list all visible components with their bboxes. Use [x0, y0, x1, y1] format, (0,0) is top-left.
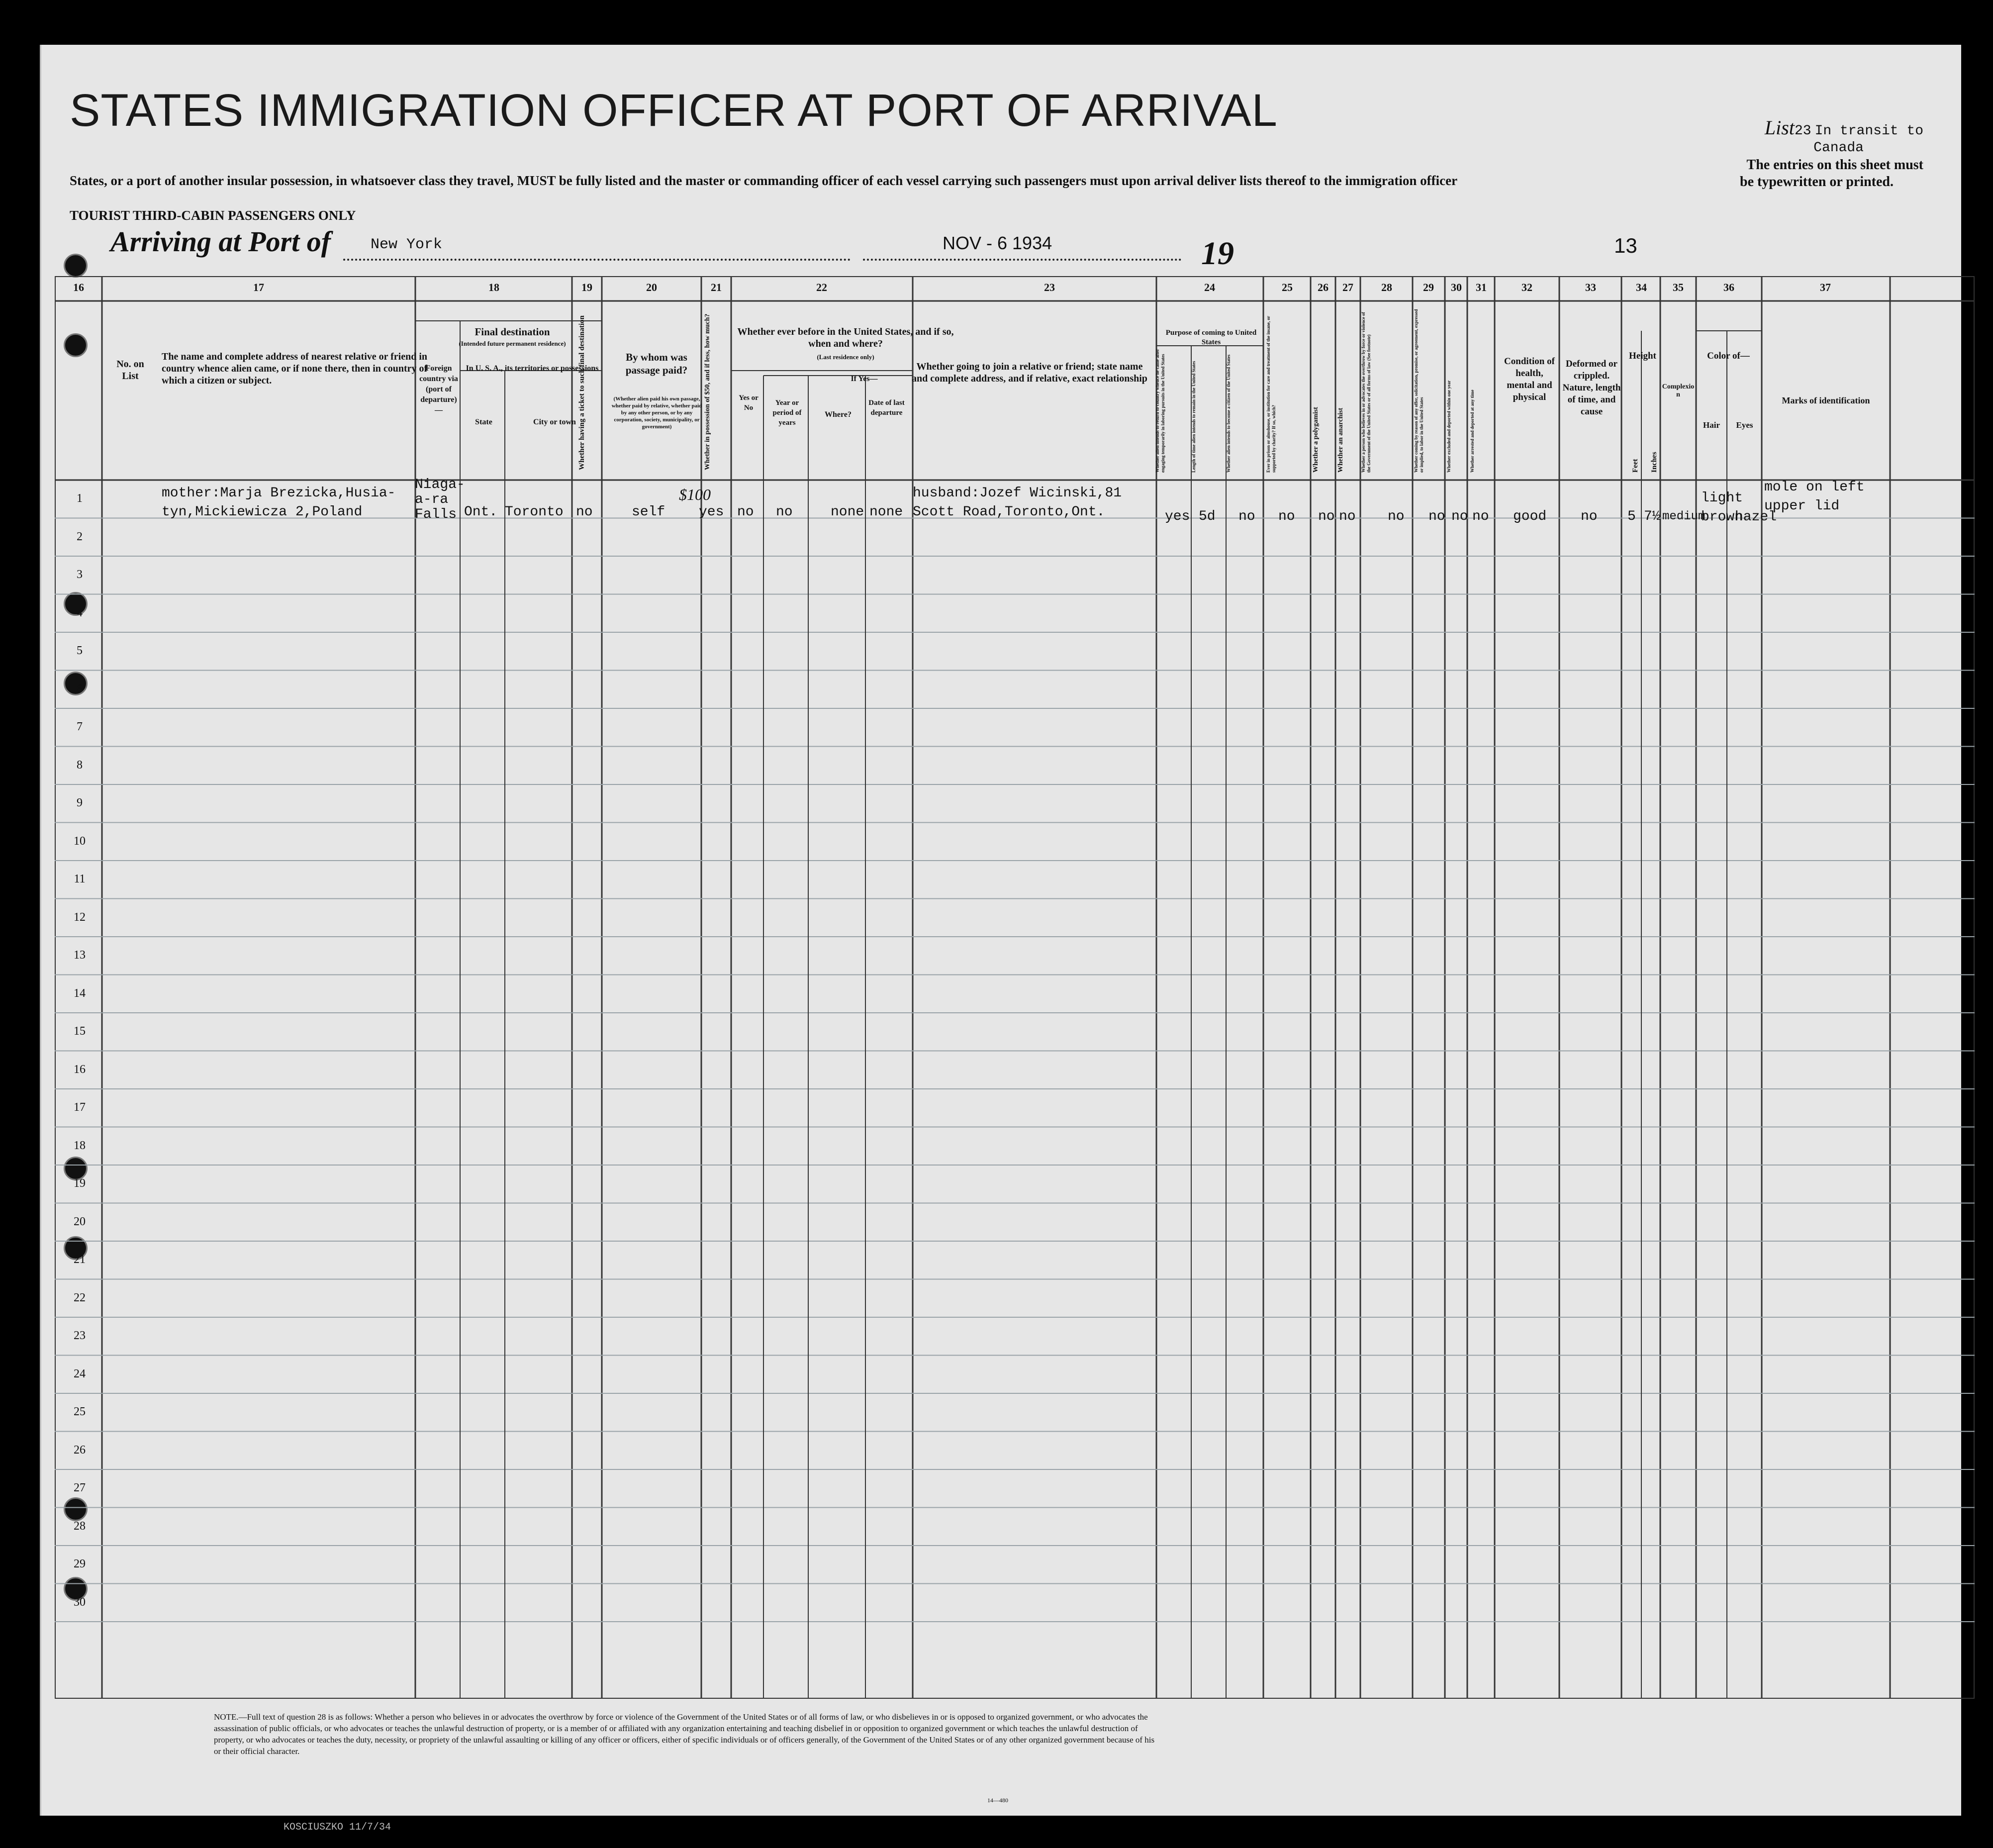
col21-header: Whether in possession of $50, and if less, how much? — [704, 313, 711, 470]
column-number: 34 — [1636, 281, 1647, 293]
row-number: 22 — [74, 1291, 86, 1304]
col36-title: Color of— — [1707, 351, 1750, 361]
col22-title: Whether ever before in the United States, and if so, when and where? — [737, 326, 954, 349]
col35-header: Complexion — [1662, 383, 1695, 398]
entry-inches: 7½ — [1644, 509, 1661, 524]
entry-paid-by: self — [632, 504, 665, 520]
column-number: 35 — [1673, 281, 1684, 293]
row-number: 13 — [74, 949, 86, 962]
entry-complexion: medium — [1662, 510, 1706, 523]
row-number: 9 — [77, 796, 83, 809]
col17-header: The name and complete address of nearest relative or friend in country whence alien came, or if none there, then in country of which a citizen or subject. — [162, 351, 428, 386]
row-number: 15 — [74, 1025, 86, 1038]
entry-citizen-intent: no — [1238, 509, 1255, 524]
typewritten-note-2: be typewritten or printed. — [1740, 174, 1894, 190]
col37-header: Marks of identification — [1782, 395, 1870, 405]
column-number: 29 — [1423, 281, 1434, 293]
list-label: List — [1764, 116, 1795, 139]
row-number: 27 — [74, 1481, 86, 1494]
col28-header: Whether a person who believes in or advocates the overthrow by force or violence of the Government of the United States or of all forms of law (See footnote) — [1361, 312, 1371, 473]
row-number: 30 — [74, 1595, 86, 1609]
entry-foreign-port — [415, 478, 465, 522]
entry-state: Ont. — [464, 504, 498, 520]
row-number: 3 — [77, 568, 83, 581]
row-number: 14 — [74, 986, 86, 1000]
col31-header: Whether arrested and deported at any time — [1470, 389, 1475, 473]
ship-stamp: KOSCIUSZKO 11/7/34 — [284, 1822, 391, 1833]
arrival-date: NOV - 6 1934 — [943, 233, 1052, 253]
row-number: 11 — [74, 873, 86, 885]
entry-marks-line2: upper lid — [1764, 498, 1840, 514]
arriving-label: Arriving at Port of — [110, 225, 331, 258]
col29-header: Whether coming by reason of any offer, solicitation, promise, or agreement, expressed or implied, to labor in the United States — [1414, 309, 1424, 473]
row-number: 10 — [74, 834, 86, 848]
row-number: 21 — [74, 1253, 86, 1266]
page-title: STATES IMMIGRATION OFFICER AT PORT OF ARRIVAL — [70, 85, 1278, 136]
list-number: 23 — [1794, 123, 1811, 139]
page-number: 13 — [1614, 234, 1637, 257]
port-underline — [343, 259, 851, 261]
column-number: 26 — [1318, 281, 1329, 293]
row-number: 18 — [74, 1139, 86, 1152]
col18-title: Final destination — [475, 326, 550, 338]
column-number: 21 — [711, 281, 722, 293]
row-number: 29 — [74, 1557, 86, 1570]
entry-polygamist: no — [1318, 509, 1335, 524]
entry-eyes: hazel — [1735, 509, 1777, 525]
entry-length-stay: 5d — [1199, 509, 1216, 524]
col36-hair: Hair — [1703, 420, 1720, 430]
column-number: 37 — [1820, 281, 1831, 293]
col34-inches: Inches — [1650, 452, 1658, 473]
col20-title: By whom was passage paid? — [625, 351, 688, 376]
tourist-note: TOURIST THIRD-CABIN PASSENGERS ONLY — [70, 208, 356, 223]
col34-feet: Feet — [1631, 459, 1639, 473]
entry-years: no — [776, 504, 793, 520]
entry-marks — [1764, 478, 1865, 516]
typewritten-note-1: The entries on this sheet must — [1746, 157, 1923, 173]
column-number: 23 — [1044, 281, 1055, 293]
footer-note: NOTE.—Full text of question 28 is as follows: Whether a person who believes in or advocates the overthrow by force or violence of the Government of the United States or of all forms of law, or who disbelieves in or is opposed to organized government, or who advocates the assassination of public officials, or who advocates or teaches the unlawful destruction of property, or is a member of or affiliated with any organization entertaining and teaching disbelief in or opposition to organized government or which teaches the unlawful destruction of property, or who advocates or teaches the duty, necessity, or propriety of the unlawful assaulting or killing of any officer or officers, either of specific individuals or of officers generally, of the Government of the United States or of any other organized government because of his or their official character. — [214, 1712, 1155, 1756]
transit-note: In transit to — [1814, 123, 1923, 139]
row-number: 4 — [77, 606, 83, 619]
entry-marks-line1: mole on left — [1764, 480, 1865, 495]
entry-foreign-port-line2: a-ra — [415, 492, 449, 507]
col18-state: State — [475, 418, 492, 426]
port-value: New York — [371, 236, 443, 253]
col22-date: Date of last departure — [868, 399, 905, 417]
row-number: 5 — [77, 644, 83, 657]
column-number: 17 — [253, 281, 264, 293]
row-number: 25 — [74, 1405, 86, 1418]
row-number: 7 — [77, 720, 83, 733]
entry-joining-line2: Scott Road,Toronto,Ont. — [913, 504, 1105, 520]
col22-ifyes: If Yes— — [851, 375, 878, 383]
entry-feet: 5 — [1627, 509, 1636, 524]
col16-header: No. on List — [116, 359, 144, 382]
entry-excluded: no — [1451, 509, 1468, 524]
date-underline — [863, 259, 1181, 261]
column-number: 16 — [73, 281, 84, 293]
entry-joining-line1: husband:Jozef Wicinski,81 — [913, 486, 1122, 501]
entry-prison: no — [1278, 509, 1295, 524]
column-number: 18 — [488, 281, 499, 293]
col24b-header: Length of time alien intends to remain in the United States — [1191, 361, 1196, 473]
col22-yesno: Yes or No — [739, 394, 759, 412]
entry-anarchist: no — [1339, 509, 1356, 524]
entry-foreign-port-line3: Falls — [415, 507, 457, 522]
col22-subtitle: (Last residence only) — [817, 353, 874, 361]
row-number: 12 — [74, 910, 86, 924]
entry-overthrow: no — [1388, 509, 1405, 524]
entry-last-departure: none — [869, 504, 903, 520]
col36-eyes: Eyes — [1736, 420, 1753, 430]
col33-header: Deformed or crippled. Nature, length of time, and cause — [1562, 359, 1621, 417]
column-number: 28 — [1381, 281, 1392, 293]
row-number: 19 — [74, 1177, 86, 1190]
row-number: 28 — [74, 1519, 86, 1533]
col23-header: Whether going to join a relative or friend; state name and complete address, and if relative, exact relationship — [912, 361, 1147, 384]
row-number: 6 — [77, 682, 83, 695]
col22-years: Year or period of years — [772, 399, 802, 427]
entry-ticket: no — [576, 504, 593, 520]
col34-title: Height — [1629, 351, 1656, 361]
col25-header: Ever in prison or almshouse, or institution for care and treatment of the insane, or supported by charity? If so, which? — [1266, 316, 1276, 473]
list-note — [1740, 116, 1923, 191]
row-number: 23 — [74, 1329, 86, 1342]
entry-money-hand: $100 — [679, 486, 711, 503]
column-number: 19 — [581, 281, 592, 293]
entry-relative — [162, 484, 395, 522]
entry-return-intent: yes — [1165, 509, 1190, 524]
col32-header: Condition of health, mental and physical — [1504, 356, 1555, 402]
entry-deformed: no — [1581, 509, 1598, 524]
col20-subtitle: (Whether alien paid his own passage, whether paid by relative, whether paid by any other person, or by any corporation, society, municipality, or government) — [611, 396, 702, 430]
col19-header: Whether having a ticket to such final destination — [578, 315, 586, 470]
column-number: 25 — [1282, 281, 1293, 293]
entry-been-in-us: no — [737, 504, 754, 520]
entry-hair-line2: brown — [1701, 509, 1743, 525]
row-number: 8 — [77, 758, 83, 772]
binder-hole — [64, 254, 88, 278]
entry-foreign-port-line1: Niaga- — [415, 477, 465, 492]
col18-city: City or town — [533, 418, 576, 426]
entry-city: Toronto — [505, 504, 564, 520]
page-subtitle: States, or a port of another insular possession, in whatsoever class they travel, MUST be fully listed and the master or commanding officer of each vessel carrying such passengers must upon arrival deliver lists thereof to the immigration officer — [70, 173, 1458, 188]
entry-health: good — [1513, 509, 1547, 524]
entry-labor-offer: no — [1428, 509, 1445, 524]
col18-subtitle: (Intended future permanent residence) — [459, 340, 566, 347]
form-code: 14—480 — [987, 1797, 1008, 1804]
column-number: 20 — [646, 281, 657, 293]
col26-header: Whether a polygamist — [1312, 407, 1320, 473]
row-number: 26 — [74, 1443, 86, 1457]
row-number: 24 — [74, 1367, 86, 1380]
column-number: 31 — [1476, 281, 1487, 293]
col18-usa: In U. S. A., its territories or possessions — [466, 364, 599, 373]
entry-relative-line1: mother:Marja Brezicka,Husia- — [162, 486, 396, 501]
column-number: 33 — [1585, 281, 1596, 293]
row-number: 20 — [74, 1215, 86, 1228]
entry-money: yes — [699, 504, 724, 520]
column-number: 36 — [1723, 281, 1734, 293]
year-prefix: 19 — [1201, 235, 1234, 272]
column-number: 22 — [816, 281, 827, 293]
row-number: 17 — [74, 1101, 86, 1114]
entry-relative-line2: tyn,Mickiewicza 2,Poland — [162, 504, 363, 520]
col24-title: Purpose of coming to United States — [1165, 329, 1257, 346]
column-number: 24 — [1204, 281, 1215, 293]
column-number: 30 — [1451, 281, 1462, 293]
entry-deported: no — [1472, 509, 1489, 524]
row-number: 1 — [77, 492, 83, 505]
col27-header: Whether an anarchist — [1337, 407, 1344, 473]
column-number: 32 — [1521, 281, 1532, 293]
entry-hair-line1: light — [1701, 490, 1743, 506]
row-number: 2 — [77, 530, 83, 543]
col22-where: Where? — [825, 410, 852, 419]
row-number: 16 — [74, 1063, 86, 1076]
col18-foreign: Foreign country via (port of departure)— — [419, 364, 458, 414]
col24a-header: Whether alien intends to return to country whence he came after engaging temporarily in laboring pursuits in the United States — [1155, 349, 1165, 473]
col30-header: Whether excluded and deported within one year — [1446, 380, 1451, 473]
transit-destination: Canada — [1813, 140, 1864, 156]
entry-joining — [913, 484, 1122, 522]
col24c-header: Whether alien intends to become a citizen of the United States — [1226, 354, 1231, 473]
column-number: 27 — [1342, 281, 1353, 293]
entry-where: none — [831, 504, 864, 520]
